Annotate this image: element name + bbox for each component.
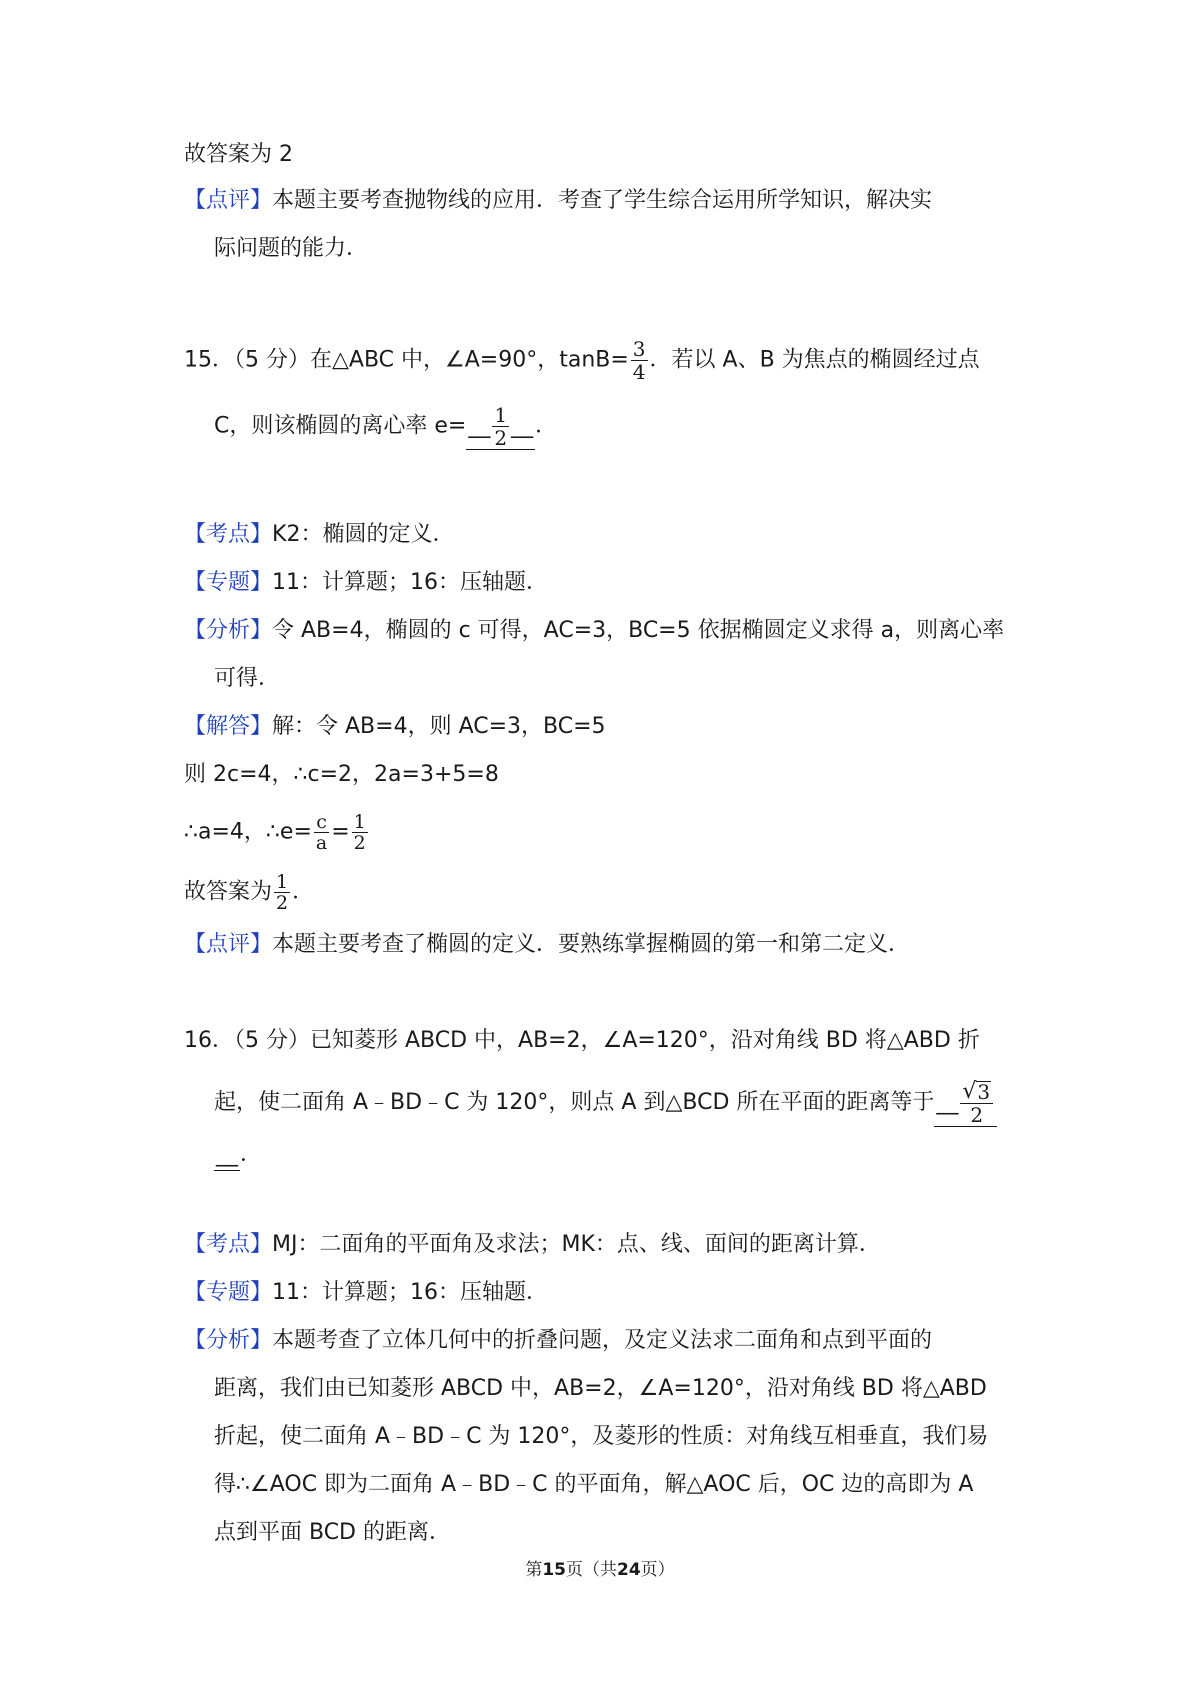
page-footer: 第15页（共24页）: [525, 1560, 675, 1580]
dianping-tag: 【点评】: [184, 932, 273, 957]
sqrt3-over-2-fraction: √ 3 2: [960, 1080, 993, 1126]
fenxi-text: 令 AB=4，椭圆的 c 可得，AC=3，BC=5 依据椭圆定义求得 a，则离心率: [272, 618, 1005, 643]
comment-tag: 【点评】: [184, 188, 273, 213]
zhuanti-tag: 【专题】: [184, 1280, 273, 1305]
q15-text-b: ．若以 A、B 为焦点的椭圆经过点: [649, 347, 980, 373]
kaodian-15: [184, 520, 454, 550]
solution-step-3: 故答案为 $\frac{1}{2}$ ．: [184, 871, 315, 914]
comment-14-cont: 际问题的能力．: [214, 236, 369, 261]
answer-blank-16: __ √ 3 2: [934, 1080, 997, 1127]
question-16-line2: 起，使二面角 A﹣BD﹣C 为 120°，则点 A 到△BCD 所在平面的距离等于__ √ 3 2: [214, 1080, 997, 1127]
fenxi-16-cont-3: 得∴∠AOC 即为二面角 A﹣BD﹣C 的平面角，解△AOC 后，OC 边的高即为 A: [214, 1472, 974, 1497]
fenxi-text: 本题考查了立体几何中的折叠问题，及定义法求二面角和点到平面的: [272, 1328, 933, 1353]
comment-text: 本题主要考查抛物线的应用．考查了学生综合运用所学知识，解决实: [272, 188, 933, 213]
fenxi-16-cont-2: 折起，使二面角 A﹣BD﹣C 为 120°，及菱形的性质：对角线互相垂直，我们易: [214, 1424, 989, 1449]
fenxi-15: [184, 616, 1004, 646]
q15-text-c: C，则该椭圆的离心率 e=: [214, 413, 467, 439]
fenxi-16-cont-4: 点到平面 BCD 的距离．: [214, 1520, 451, 1545]
solution-step-2: ∴a=4，∴e= $\frac{c}{a}$ = $\frac{1}{2}$: [184, 811, 366, 854]
kaodian-16: [184, 1230, 881, 1260]
dianping-15: [184, 930, 910, 960]
answer-blank-16-tail: __: [214, 1140, 240, 1171]
question-16-line1: 16．（5 分）已知菱形 ABCD 中，AB=2，∠A=120°，沿对角线 BD 将△ABD 折: [184, 1028, 980, 1053]
zhuanti-text: 11：计算题；16：压轴题．: [272, 570, 549, 595]
answer-fraction: $\frac{1}{2}$: [276, 871, 289, 914]
question-15-line1: [184, 338, 980, 383]
fenxi-16-cont-1: 距离，我们由已知菱形 ABCD 中，AB=2，∠A=120°，沿对角线 BD 将△ABD: [214, 1376, 987, 1401]
page-number: 15: [542, 1560, 566, 1580]
half-fraction: $\frac{1}{2}$: [353, 811, 366, 854]
q15-text-a: 15．（5 分）在△ABC 中，∠A=90°，tanB=: [184, 347, 629, 373]
q15-text-d: ．: [535, 413, 558, 439]
page-total: 24: [617, 1560, 641, 1580]
e-fraction: $\frac{1}{2}$: [494, 403, 508, 450]
sqrt-icon: √ 3: [962, 1079, 991, 1104]
zhuanti-15: [184, 568, 548, 598]
jieda-tag: 【解答】: [184, 714, 273, 739]
answer-blank-15: __ $\frac{1}{2}$ __: [468, 403, 534, 450]
comment-14: [184, 186, 932, 216]
kaodian-tag: 【考点】: [184, 1232, 273, 1257]
jieda-text: 解：令 AB=4，则 AC=3，BC=5: [272, 714, 606, 739]
kaodian-text: K2：椭圆的定义．: [272, 522, 455, 547]
kaodian-tag: 【考点】: [184, 522, 273, 547]
fenxi-tag: 【分析】: [184, 618, 273, 643]
dianping-text: 本题主要考查了椭圆的定义．要熟练掌握椭圆的第一和第二定义．: [272, 932, 911, 957]
line-answer-2: 故答案为 2: [184, 142, 293, 167]
solution-step-1: 则 2c=4，∴c=2，2a=3+5=8: [184, 762, 499, 787]
c-over-a-fraction: $\frac{c}{a}$: [315, 811, 328, 854]
zhuanti-text: 11：计算题；16：压轴题．: [272, 1280, 549, 1305]
question-15-line2: [214, 404, 557, 450]
fenxi-tag: 【分析】: [184, 1328, 273, 1353]
fenxi-16: [184, 1326, 932, 1356]
question-16-line3: __．: [214, 1140, 262, 1171]
kaodian-text: MJ：二面角的平面角及求法；MK：点、线、面间的距离计算．: [272, 1232, 881, 1257]
tanB-fraction: $\frac{3}{4}$: [632, 337, 646, 384]
jieda-15: [184, 712, 606, 742]
fenxi-15-cont: 可得．: [214, 666, 281, 691]
zhuanti-16: [184, 1278, 548, 1308]
zhuanti-tag: 【专题】: [184, 570, 273, 595]
